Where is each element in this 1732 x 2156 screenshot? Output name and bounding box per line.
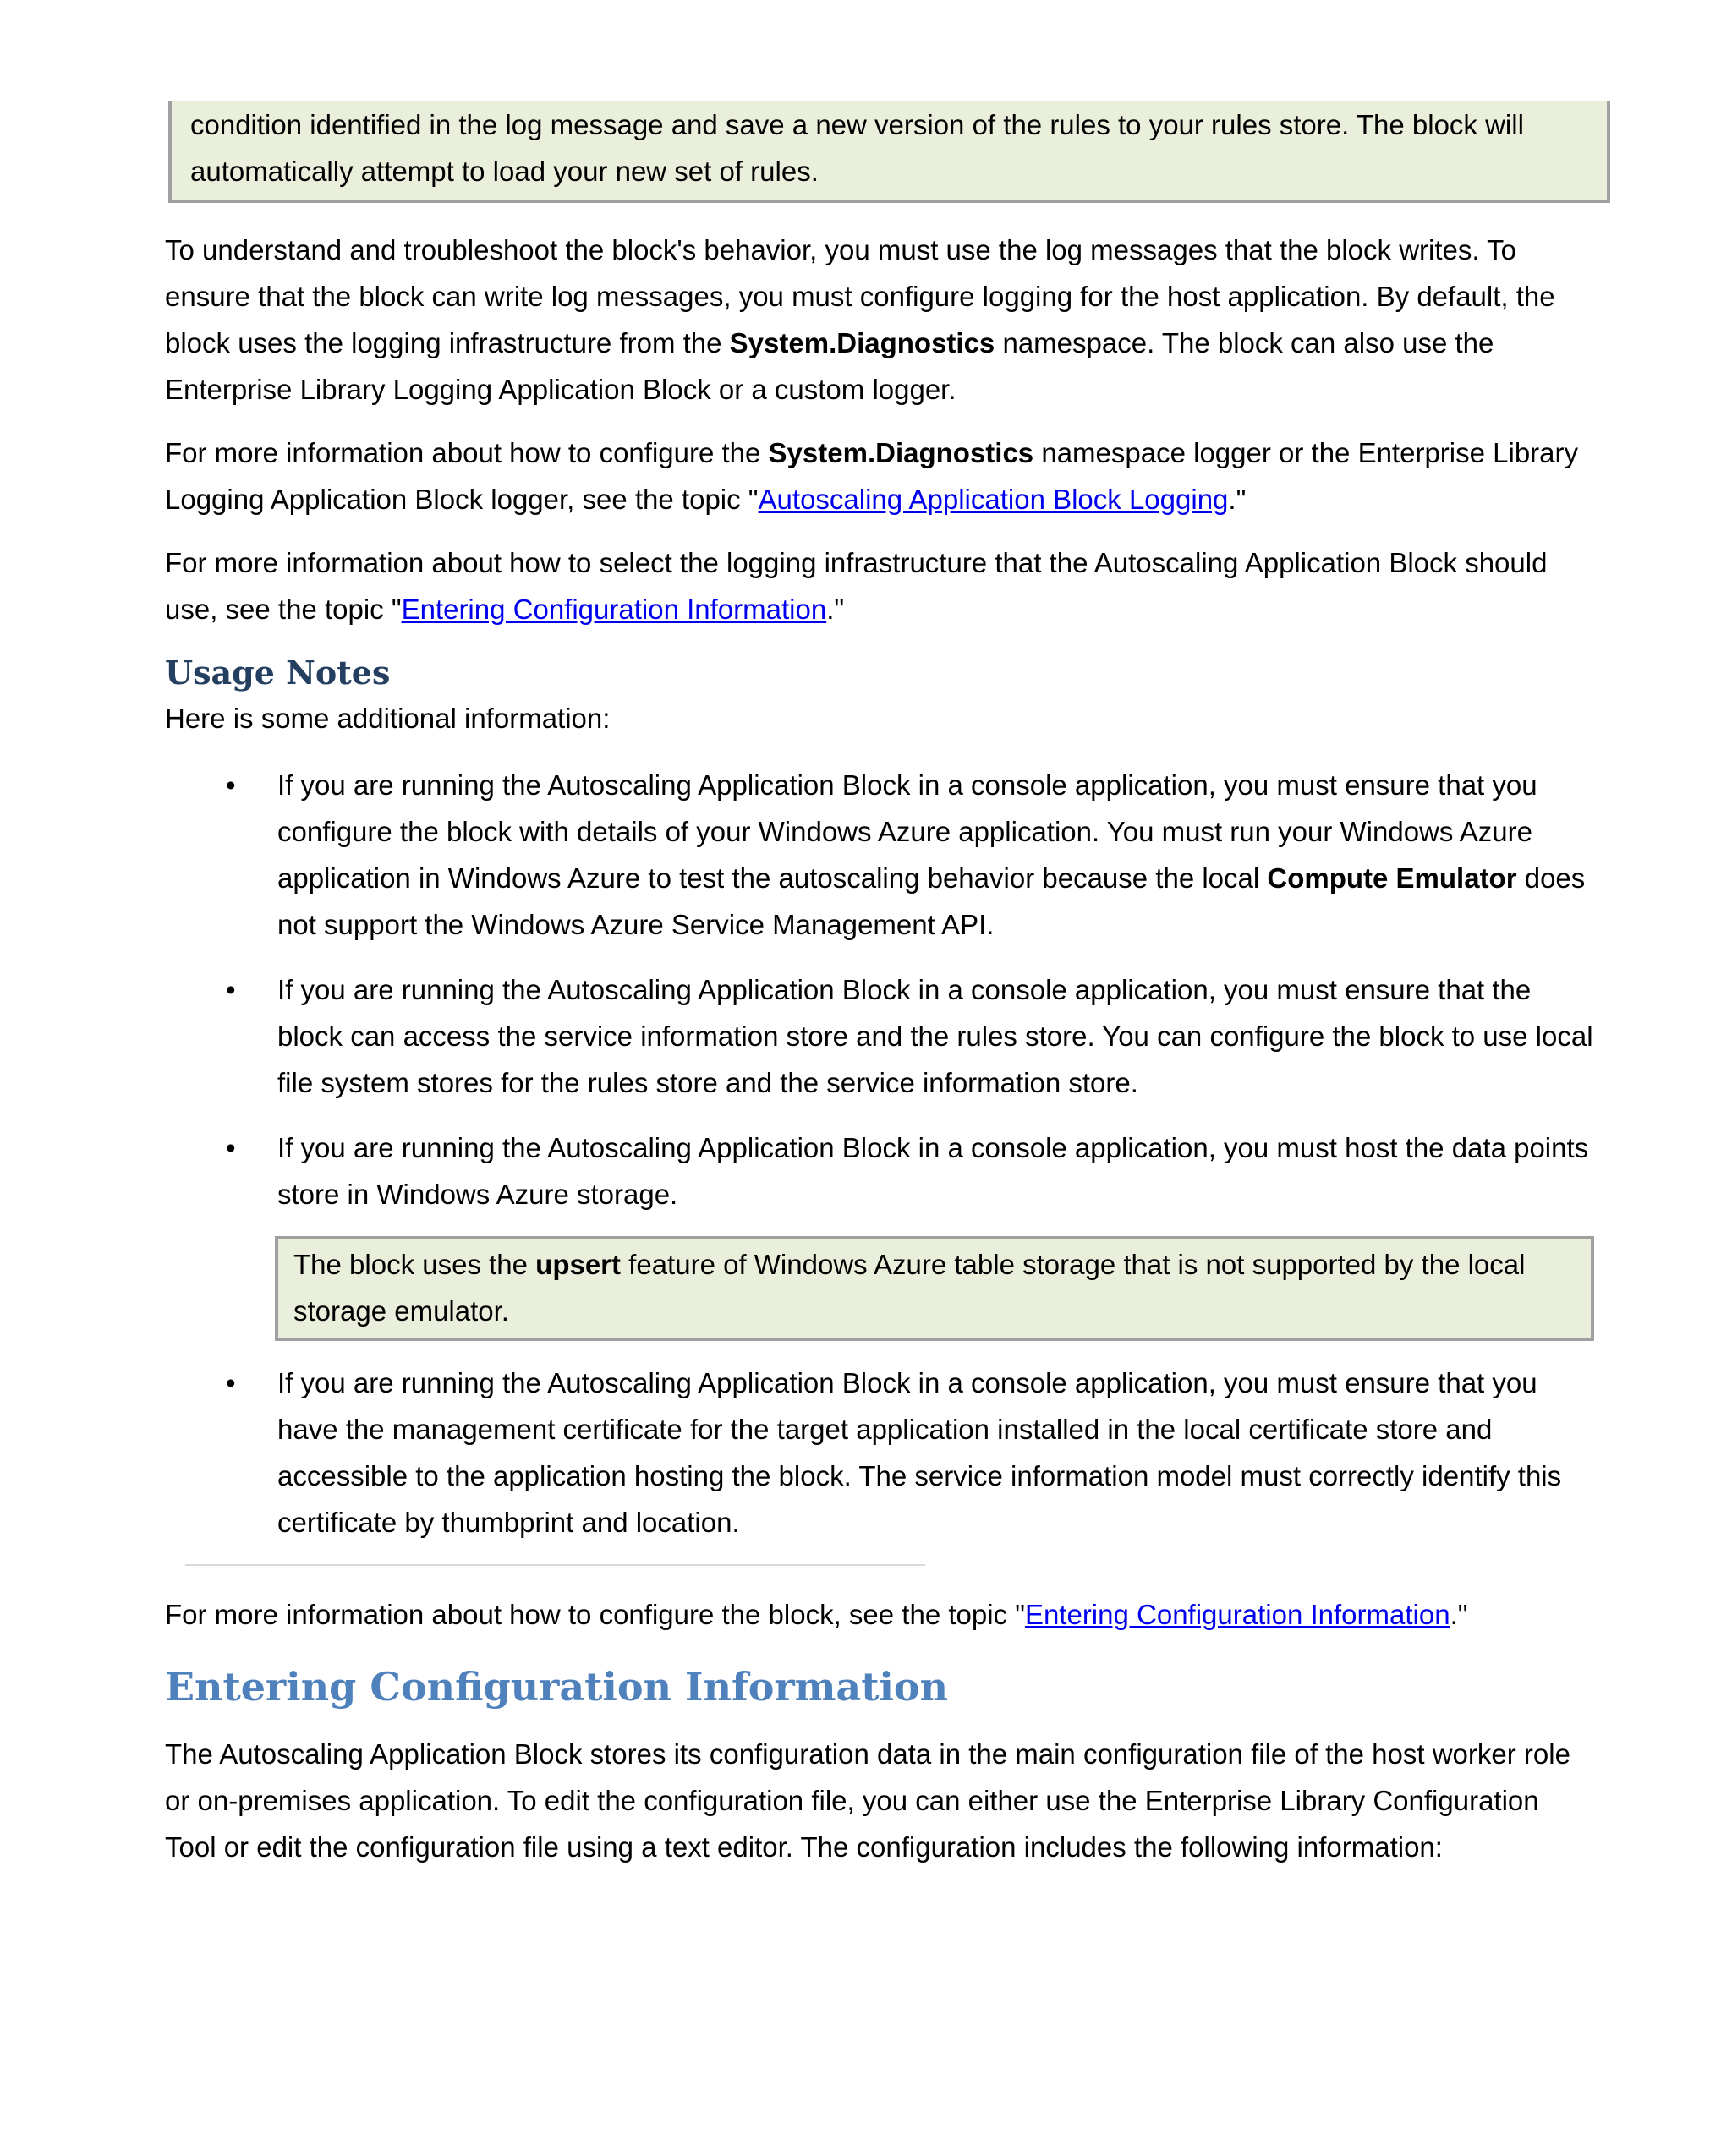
note-box [168, 101, 1610, 203]
bullet-icon: • [226, 1367, 236, 1398]
section-paragraph: The Autoscaling Application Block stores its configuration data in the main configuration file of the host worker role or on-premises application. To edit the configuration file, you can either use the Enterprise Library Configuration Tool or edit the configuration file using a text editor. The configuration includes the following information: [165, 1738, 1570, 1863]
divider [185, 1564, 925, 1566]
logging-config-paragraph [165, 430, 1594, 523]
bullet-icon: • [226, 769, 236, 801]
list-item [165, 1360, 1594, 1546]
usage-list [165, 762, 1594, 1218]
text: ." [1228, 484, 1247, 515]
text: For more information about how to select the logging infrastructure that the Autoscaling Application Block should use, see the topic " [165, 547, 1548, 625]
text: To understand and troubleshoot the block's behavior, you must use the log messages that the block writes. To ensure that the block can write log messages, you must configure logging for the host application. By default, the block uses the logging infrastructure from the [165, 234, 1555, 358]
text: ." [1450, 1599, 1468, 1630]
bold-term: upsert [535, 1249, 622, 1280]
document-page [165, 101, 1594, 1887]
config-paragraph [165, 1591, 1594, 1638]
text: does not support the Windows Azure Service Management API. [277, 862, 1586, 940]
bold-term: Compute Emulator [1267, 862, 1517, 894]
text: feature of Windows Azure table storage that is not supported by the local storage emulator. [293, 1249, 1526, 1327]
text: The block uses the [293, 1249, 536, 1280]
usage-intro: Here is some additional information: [165, 703, 611, 734]
text: For more information about how to configure the [165, 437, 769, 468]
note-text: condition identified in the log message and save a new version of the rules to your rules store. The block will automatically attempt to load your new set of rules. [190, 109, 1524, 187]
bullet-icon: • [226, 974, 236, 1005]
note-box [275, 1236, 1594, 1341]
logging-topic-link[interactable]: Autoscaling Application Block Logging [758, 484, 1229, 515]
section-heading: Entering Configuration Information [165, 1664, 949, 1710]
usage-list [165, 1360, 1594, 1546]
text: ." [826, 594, 845, 625]
text: For more information about how to configure the block, see the topic " [165, 1599, 1025, 1630]
logging-paragraph [165, 227, 1594, 413]
text: namespace logger or the Enterprise Library Logging Application Block logger, see the topic " [165, 437, 1579, 515]
config-info-link[interactable]: Entering Configuration Information [401, 594, 827, 625]
usage-notes-heading: Usage Notes [165, 654, 391, 692]
list-item [165, 762, 1594, 948]
text: If you are running the Autoscaling Application Block in a console application, you must host the data points store in Windows Azure storage. [277, 1132, 1589, 1210]
text: If you are running the Autoscaling Application Block in a console application, you must ensure that you configure the block with details of your Windows Azure application. You must run your Windows Azure application in Windows Azure to test the autoscaling behavior because the local [277, 769, 1537, 894]
list-item [165, 966, 1594, 1106]
text: If you are running the Autoscaling Application Block in a console application, you must ensure that you have the management certificate for the target application installed in the local certificate store and accessible to the application hosting the block. The service information model must correctly identify this certificate by thumbprint and location. [277, 1367, 1562, 1538]
list-item [165, 1125, 1594, 1218]
bullet-icon: • [226, 1132, 236, 1163]
bold-term: System.Diagnostics [729, 327, 995, 358]
config-info-link[interactable]: Entering Configuration Information [1024, 1599, 1450, 1630]
text: If you are running the Autoscaling Application Block in a console application, you must ensure that the block can access the service information store and the rules store. You can configure the block to use local file system stores for the rules store and the service information store. [277, 974, 1593, 1098]
text: namespace. The block can also use the Enterprise Library Logging Application Block or a custom logger. [165, 327, 1494, 405]
bold-term: System.Diagnostics [768, 437, 1034, 468]
logging-infra-paragraph [165, 539, 1594, 632]
